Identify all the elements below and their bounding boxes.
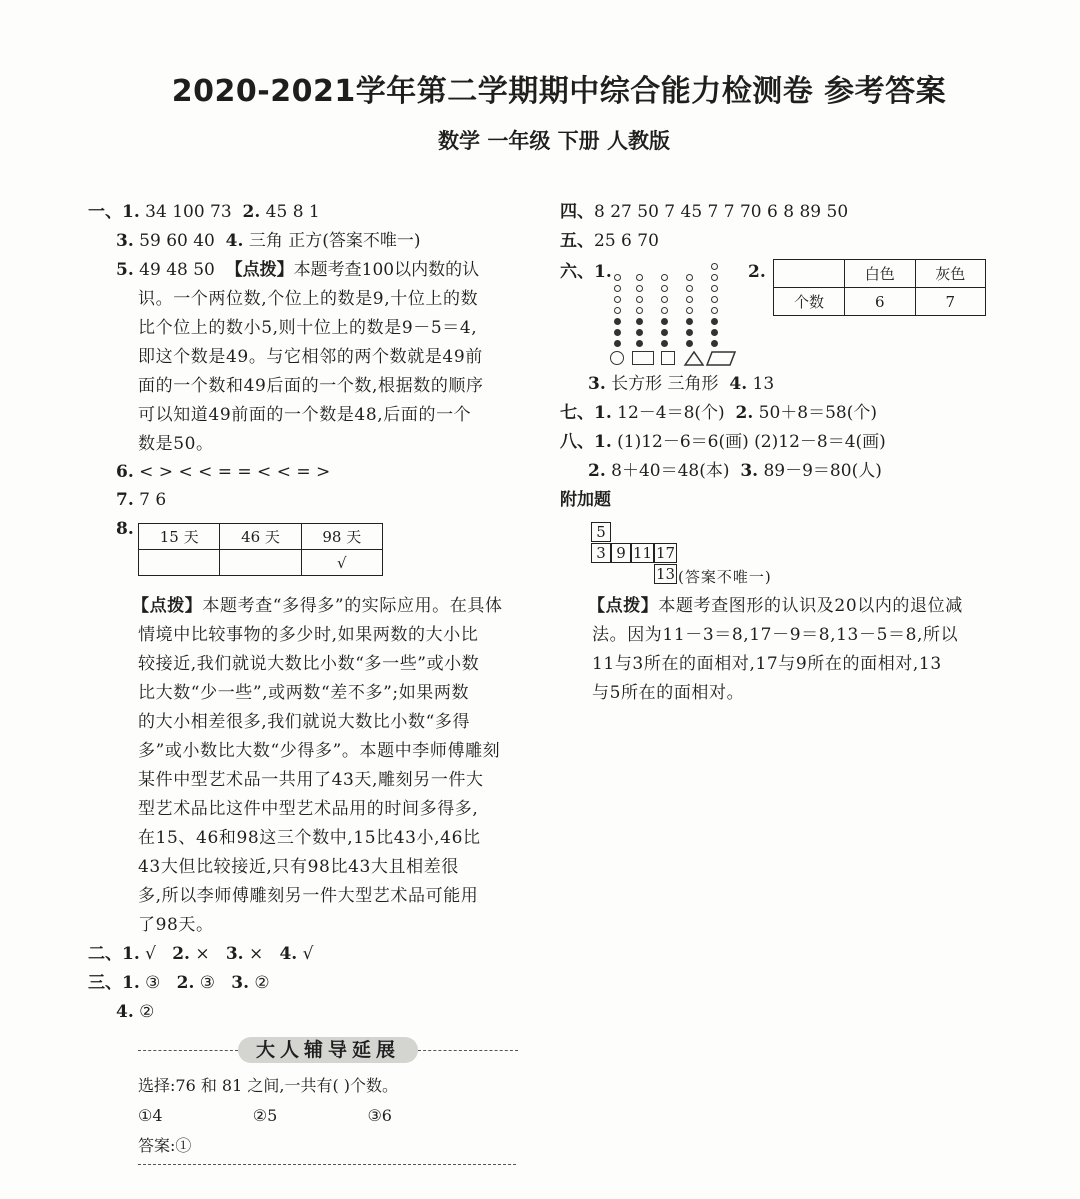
table-cell: 6 <box>845 288 916 316</box>
bead <box>614 285 621 292</box>
divider <box>418 1050 518 1051</box>
answer-line-8-2 <box>588 457 882 485</box>
section-label: 七、 <box>560 403 594 423</box>
cube-face: 13 <box>655 565 676 583</box>
answer-text: 25 6 70 <box>594 231 659 251</box>
option-text: ③6 <box>367 1106 392 1125</box>
answer-line-3 <box>88 969 270 997</box>
bead <box>614 318 621 325</box>
bead <box>686 329 693 336</box>
item-number: 2. <box>748 262 766 282</box>
table-header: 15 天 <box>139 524 220 550</box>
item-number: 4. <box>225 231 244 251</box>
answer-text: < > < < = = < < = > <box>139 462 331 482</box>
tip-paragraph-q8 <box>132 592 524 940</box>
paragraph-line: 即这个数是49。与它相邻的两个数就是49前 <box>138 347 483 367</box>
answer-line-8-1 <box>560 428 886 456</box>
answer-line-1-6 <box>116 458 330 486</box>
cube-face: 5 <box>591 522 611 542</box>
item-number: 7. <box>116 490 134 510</box>
option-text: ①4 <box>138 1106 163 1125</box>
answer-text: ② <box>254 973 270 993</box>
bead <box>636 296 643 303</box>
paragraph-line: 比个位上的数小5,则十位上的数是9－5＝4, <box>138 318 478 338</box>
paragraph-line: 可以知道49前面的一个数是48,后面的一个 <box>138 405 472 425</box>
bead <box>661 329 668 336</box>
paragraph-line: 了98天。 <box>138 915 214 935</box>
paragraph-line: 的大小相差很多,我们就说大数比小数“多得 <box>138 712 471 732</box>
item-number: 3. <box>740 461 759 481</box>
page-title: 2020-2021学年第二学期期中综合能力检测卷 参考答案 <box>171 74 947 109</box>
answer-text: 89－9＝80(人) <box>763 461 882 481</box>
bonus-note: (答案不唯一) <box>678 568 772 586</box>
bead <box>686 318 693 325</box>
bead <box>711 318 718 325</box>
triangle-shape <box>685 352 703 365</box>
table-cell: √ <box>301 550 382 576</box>
bead <box>686 296 693 303</box>
shapes-row <box>683 350 737 367</box>
paragraph-line: 型艺术品比这件中型艺术品用的时间多得多, <box>138 799 479 819</box>
answer-text: 34 100 73 <box>145 202 232 222</box>
answer-line-6-2 <box>748 258 766 286</box>
item-number: 1. <box>122 944 140 964</box>
bead <box>636 307 643 314</box>
answer-text: 45 8 1 <box>265 202 320 222</box>
answer-text: 59 60 40 <box>139 231 215 251</box>
bonus-title-text: 附加题 <box>560 490 611 510</box>
item-number: 1. <box>594 262 612 282</box>
paragraph-line: 法。因为11－3＝8,17－9＝8,13－5＝8,所以 <box>592 625 959 645</box>
paragraph-line: 识。一个两位数,个位上的数是9,十位上的数 <box>138 289 479 309</box>
answer-text: × <box>195 944 210 964</box>
paragraph-line: 数是50。 <box>138 434 214 454</box>
item-number: 4. <box>729 374 748 394</box>
answer-text: 三角 正方(答案不唯一) <box>248 231 421 251</box>
bead <box>711 340 718 347</box>
answer-line-1-7 <box>116 486 166 514</box>
paragraph-line: 情境中比较事物的多少时,如果两数的大小比 <box>138 625 479 645</box>
cube-face: 9 <box>611 543 631 563</box>
item-number: 3. <box>231 973 249 993</box>
answer-text: × <box>249 944 264 964</box>
table-row-label: 个数 <box>774 288 845 316</box>
rectangle-shape <box>632 351 654 365</box>
answer-text: 8 27 50 7 45 7 7 70 6 8 89 50 <box>594 202 849 222</box>
table-cell <box>220 550 301 576</box>
bead <box>686 285 693 292</box>
divider <box>138 1050 238 1051</box>
tip-paragraph-q5 <box>138 285 523 459</box>
section-label: 六、 <box>560 262 594 282</box>
answer-line-1-1 <box>88 198 320 226</box>
section-label: 一、 <box>88 202 122 222</box>
section-label: 四、 <box>560 202 594 222</box>
answer-line-1-3 <box>116 227 421 255</box>
bead <box>661 307 668 314</box>
bead <box>636 318 643 325</box>
bead <box>686 340 693 347</box>
answer-text: 50＋8＝58(个) <box>758 403 878 423</box>
paragraph-line: 比大数“少一些”,或两数“差不多”;如果两数 <box>138 683 470 703</box>
answer-line-5 <box>560 227 659 255</box>
bead <box>711 285 718 292</box>
option-text: ②5 <box>252 1106 278 1125</box>
paragraph-line: 某件中型艺术品一共用了43天,雕刻另一件大 <box>138 770 484 790</box>
page-subtitle: 数学 一年级 下册 人教版 <box>438 129 670 153</box>
item-number: 1. <box>594 432 612 452</box>
table-header: 46 天 <box>220 524 301 550</box>
square-shape <box>661 351 675 365</box>
paragraph-line: 与5所在的面相对。 <box>592 683 745 703</box>
item-number: 1. <box>594 403 612 423</box>
bead <box>661 285 668 292</box>
answer-line-6-1 <box>560 258 612 286</box>
paragraph-line: 面的一个数和49后面的一个数,根据数的顺序 <box>138 376 484 396</box>
paragraph-line: 多,所以李师傅雕刻另一件大型艺术品可能用 <box>138 886 479 906</box>
paragraph-line: 本题考查图形的认识及20以内的退位减 <box>658 596 963 616</box>
answer-text: ③ <box>199 973 216 993</box>
tip-text: 本题考查100以内数的认 <box>293 260 480 280</box>
bonus-title <box>560 486 611 514</box>
item-number: 4. <box>279 944 298 964</box>
paragraph-line: 11与3所在的面相对,17与9所在的面相对,13 <box>592 654 942 674</box>
paragraph-line: 本题考查“多得多”的实际应用。在具体 <box>202 596 503 616</box>
bead <box>711 307 718 314</box>
paragraph-line: 多”或小数比大数“少得多”。本题中李师傅雕刻 <box>138 741 501 761</box>
item-number: 3. <box>588 374 606 394</box>
item-number: 2. <box>735 403 754 423</box>
circle-shape <box>610 351 624 365</box>
bead <box>686 274 693 281</box>
answer-text: 49 48 50 <box>139 260 215 280</box>
cube-face: 3 <box>591 543 611 563</box>
bead <box>711 329 718 336</box>
divider <box>138 1164 516 1165</box>
bead <box>614 274 621 281</box>
answer-text: 12－4＝8(个) <box>617 403 725 423</box>
item-number: 8. <box>116 519 134 539</box>
bead <box>661 274 668 281</box>
bead <box>711 274 718 281</box>
section-label: 二、 <box>88 944 122 964</box>
paragraph-line: 在15、46和98这三个数中,15比43小,46比 <box>138 828 481 848</box>
answer-text: (1)12－6＝6(画) (2)12－8＝4(画) <box>617 432 886 452</box>
item-number: 2. <box>242 202 261 222</box>
extension-answer: 答案:① <box>138 1136 192 1155</box>
table-cell: 7 <box>915 288 986 316</box>
bead <box>661 318 668 325</box>
bead <box>614 340 621 347</box>
table-header <box>774 260 845 288</box>
section-label: 三、 <box>88 973 122 993</box>
answer-line-1-5 <box>116 256 479 284</box>
item-number: 4. <box>116 1002 134 1022</box>
paragraph-line: 较接近,我们就说大数比小数“多一些”或小数 <box>138 654 480 674</box>
item-number: 2. <box>172 944 190 964</box>
bead <box>636 340 643 347</box>
paragraph-line: 43大但比较接近,只有98比43大且相差很 <box>138 857 459 877</box>
bead <box>636 285 643 292</box>
answer-line-7 <box>560 399 877 427</box>
color-count-table <box>773 259 986 316</box>
table-header: 98 天 <box>301 524 382 550</box>
item-number: 2. <box>588 461 606 481</box>
item-number: 5. <box>116 260 134 280</box>
extension-options <box>138 1102 392 1130</box>
item-number: 1. <box>122 973 140 993</box>
tip-label: 【点拨】 <box>588 596 659 616</box>
answer-text: 7 6 <box>139 490 167 510</box>
answer-text: ③ <box>145 973 161 993</box>
tip-paragraph-bonus <box>588 592 998 708</box>
item-number: 3. <box>116 231 134 251</box>
tip-label: 【点拨】 <box>132 596 203 616</box>
table-cell <box>139 550 220 576</box>
answer-text: 8＋40＝48(本) <box>611 461 730 481</box>
bead <box>661 296 668 303</box>
days-table <box>138 523 383 576</box>
table-header: 白色 <box>845 260 916 288</box>
cube-face: 17 <box>655 544 676 562</box>
answer-line-2 <box>88 940 313 968</box>
bead <box>661 340 668 347</box>
bead <box>711 263 718 270</box>
item-number: 1. <box>122 202 140 222</box>
bead <box>636 274 643 281</box>
answer-text: ② <box>139 1002 155 1022</box>
bead <box>614 307 621 314</box>
tip-label: 【点拨】 <box>225 260 294 280</box>
bead <box>711 296 718 303</box>
table-header: 灰色 <box>915 260 986 288</box>
answer-text: √ <box>145 944 156 964</box>
answer-line-4 <box>560 198 848 226</box>
bead <box>636 329 643 336</box>
item-number: 2. <box>176 973 195 993</box>
bead <box>614 296 621 303</box>
answer-line-1-8 <box>116 515 134 543</box>
extension-banner: 大人辅导延展 <box>238 1037 418 1063</box>
cube-face: 11 <box>632 544 653 562</box>
answer-text: 13 <box>752 374 775 394</box>
parallelogram-shape <box>707 352 735 365</box>
bead <box>686 307 693 314</box>
section-label: 八、 <box>560 432 594 452</box>
extension-question: 选择:76 和 81 之间,一共有( )个数。 <box>138 1076 399 1095</box>
answer-text: 长方形 三角形 <box>611 374 719 394</box>
section-label: 五、 <box>560 231 594 251</box>
item-number: 6. <box>116 462 134 482</box>
answer-line-6-3 <box>588 370 774 398</box>
item-number: 3. <box>225 944 244 964</box>
answer-line-3-4 <box>116 998 154 1026</box>
bead <box>614 329 621 336</box>
answer-text: √ <box>302 944 314 964</box>
